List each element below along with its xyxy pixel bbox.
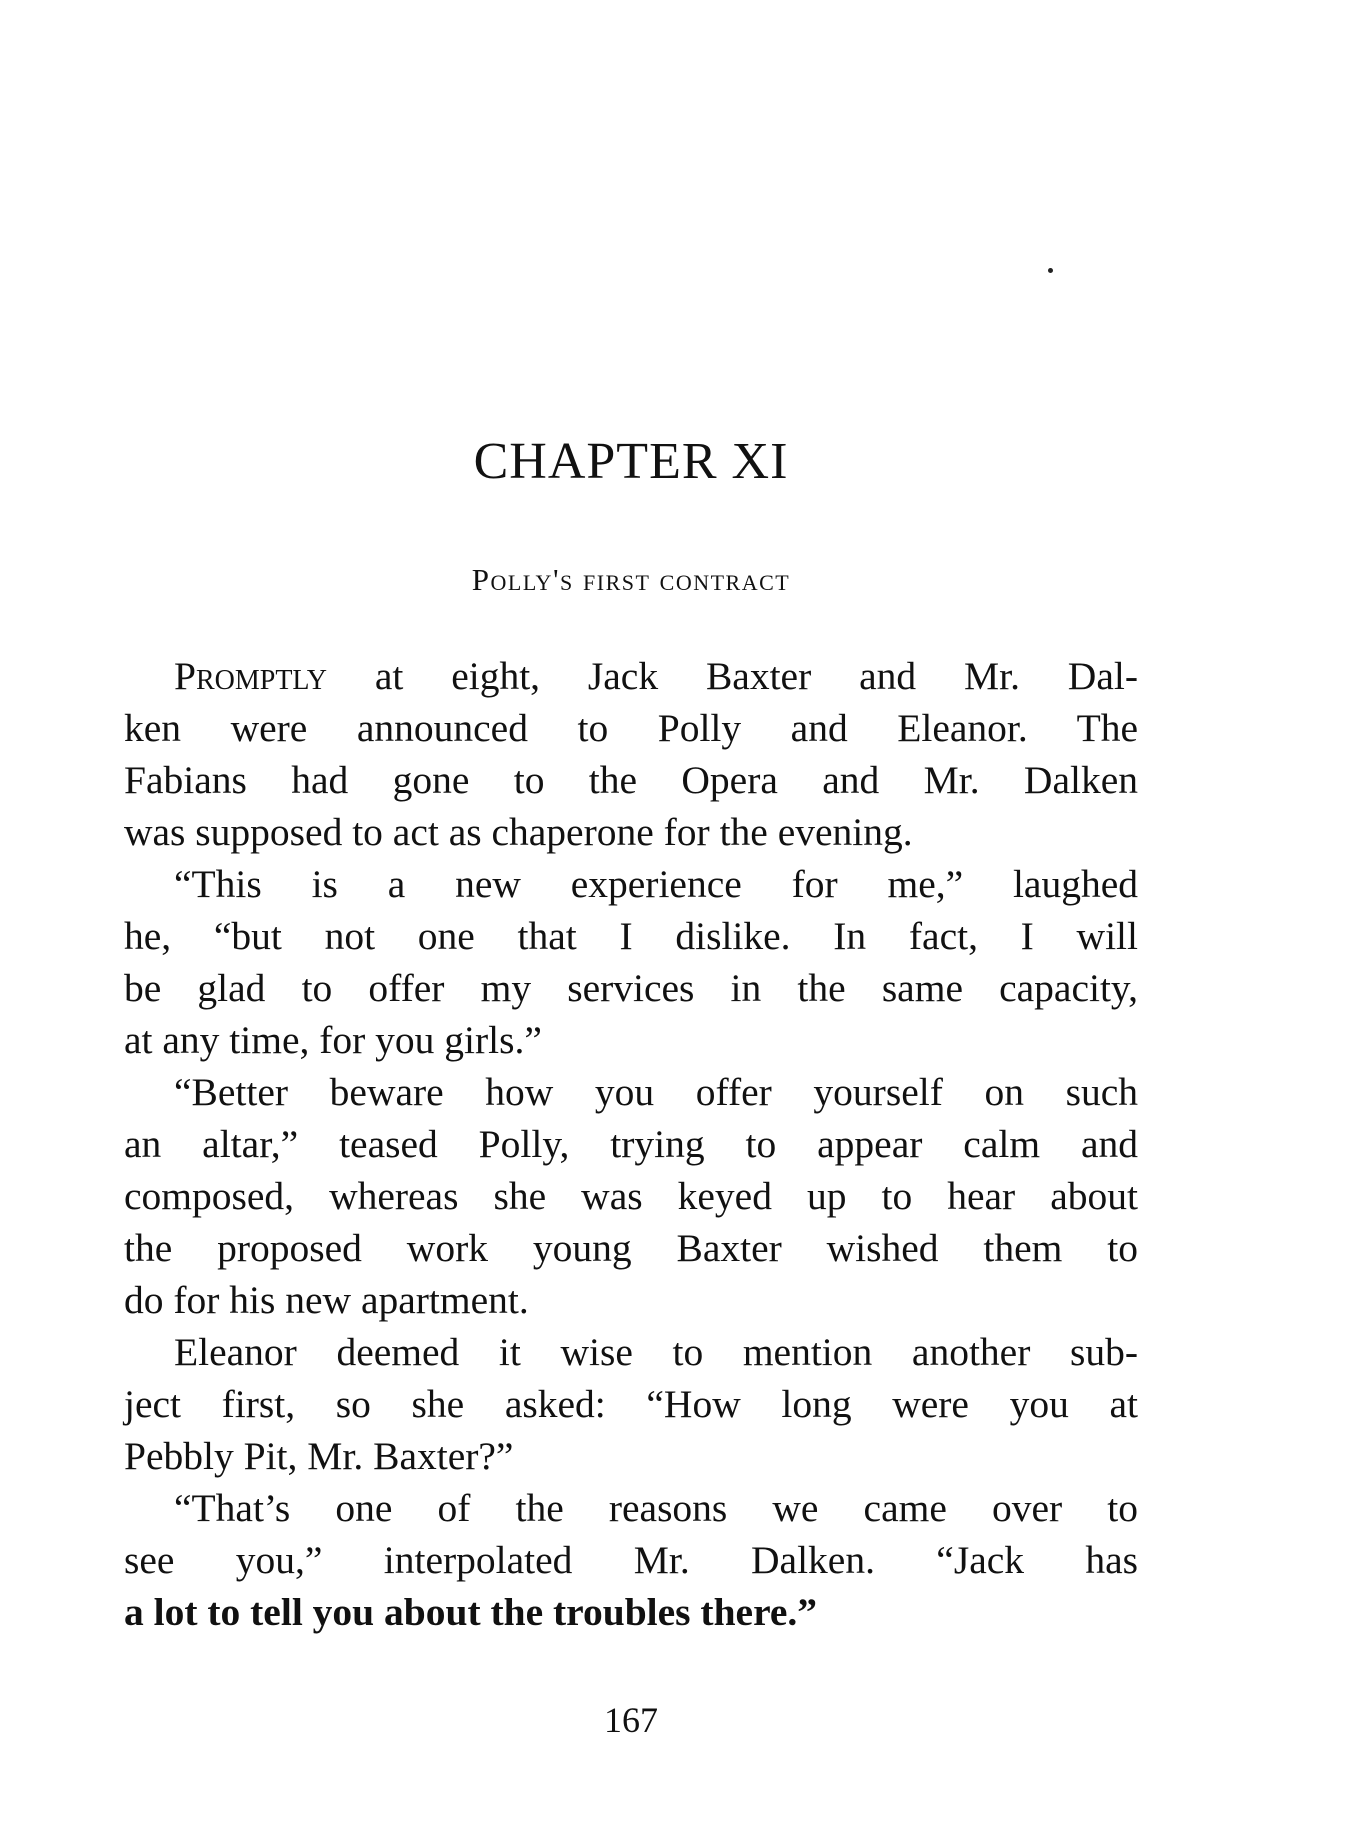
- text-line: do for his new apartment.: [124, 1278, 529, 1322]
- page-number: 167: [604, 1700, 658, 1740]
- text-line: was supposed to act as chaperone for the evening.: [124, 810, 913, 854]
- text-line: “Better beware how you offer yourself on such: [174, 1070, 1138, 1114]
- text-line: a lot to tell you about the troubles there.”: [124, 1590, 818, 1634]
- text-line: ken were announced to Polly and Eleanor. The: [124, 706, 1138, 750]
- lead-word: Promptly: [174, 654, 327, 698]
- text-line: be glad to offer my services in the same capacity,: [124, 966, 1138, 1010]
- text-line: composed, whereas she was keyed up to hear about: [124, 1174, 1138, 1218]
- text-line: Promptly at eight, Jack Baxter and Mr. Dal-: [174, 654, 1138, 698]
- text-line: Eleanor deemed it wise to mention another sub-: [174, 1330, 1138, 1374]
- text-line: “That’s one of the reasons we came over to: [174, 1486, 1138, 1530]
- print-speck: [1048, 268, 1053, 273]
- text-line: the proposed work young Baxter wished them to: [124, 1226, 1138, 1270]
- text-line: Fabians had gone to the Opera and Mr. Dalken: [124, 758, 1138, 802]
- text-line: he, “but not one that I dislike. In fact, I will: [124, 914, 1138, 958]
- chapter-subtitle: Polly's first contract: [471, 562, 791, 597]
- text-line: ject first, so she asked: “How long were you at: [124, 1382, 1138, 1426]
- text-line: an altar,” teased Polly, trying to appear calm and: [124, 1122, 1138, 1166]
- text-line: Pebbly Pit, Mr. Baxter?”: [124, 1434, 514, 1478]
- chapter-title: CHAPTER XI: [473, 433, 789, 490]
- text-line: at any time, for you girls.”: [124, 1018, 542, 1062]
- text-line: “This is a new experience for me,” laughed: [174, 862, 1138, 906]
- text-line: see you,” interpolated Mr. Dalken. “Jack has: [124, 1538, 1138, 1582]
